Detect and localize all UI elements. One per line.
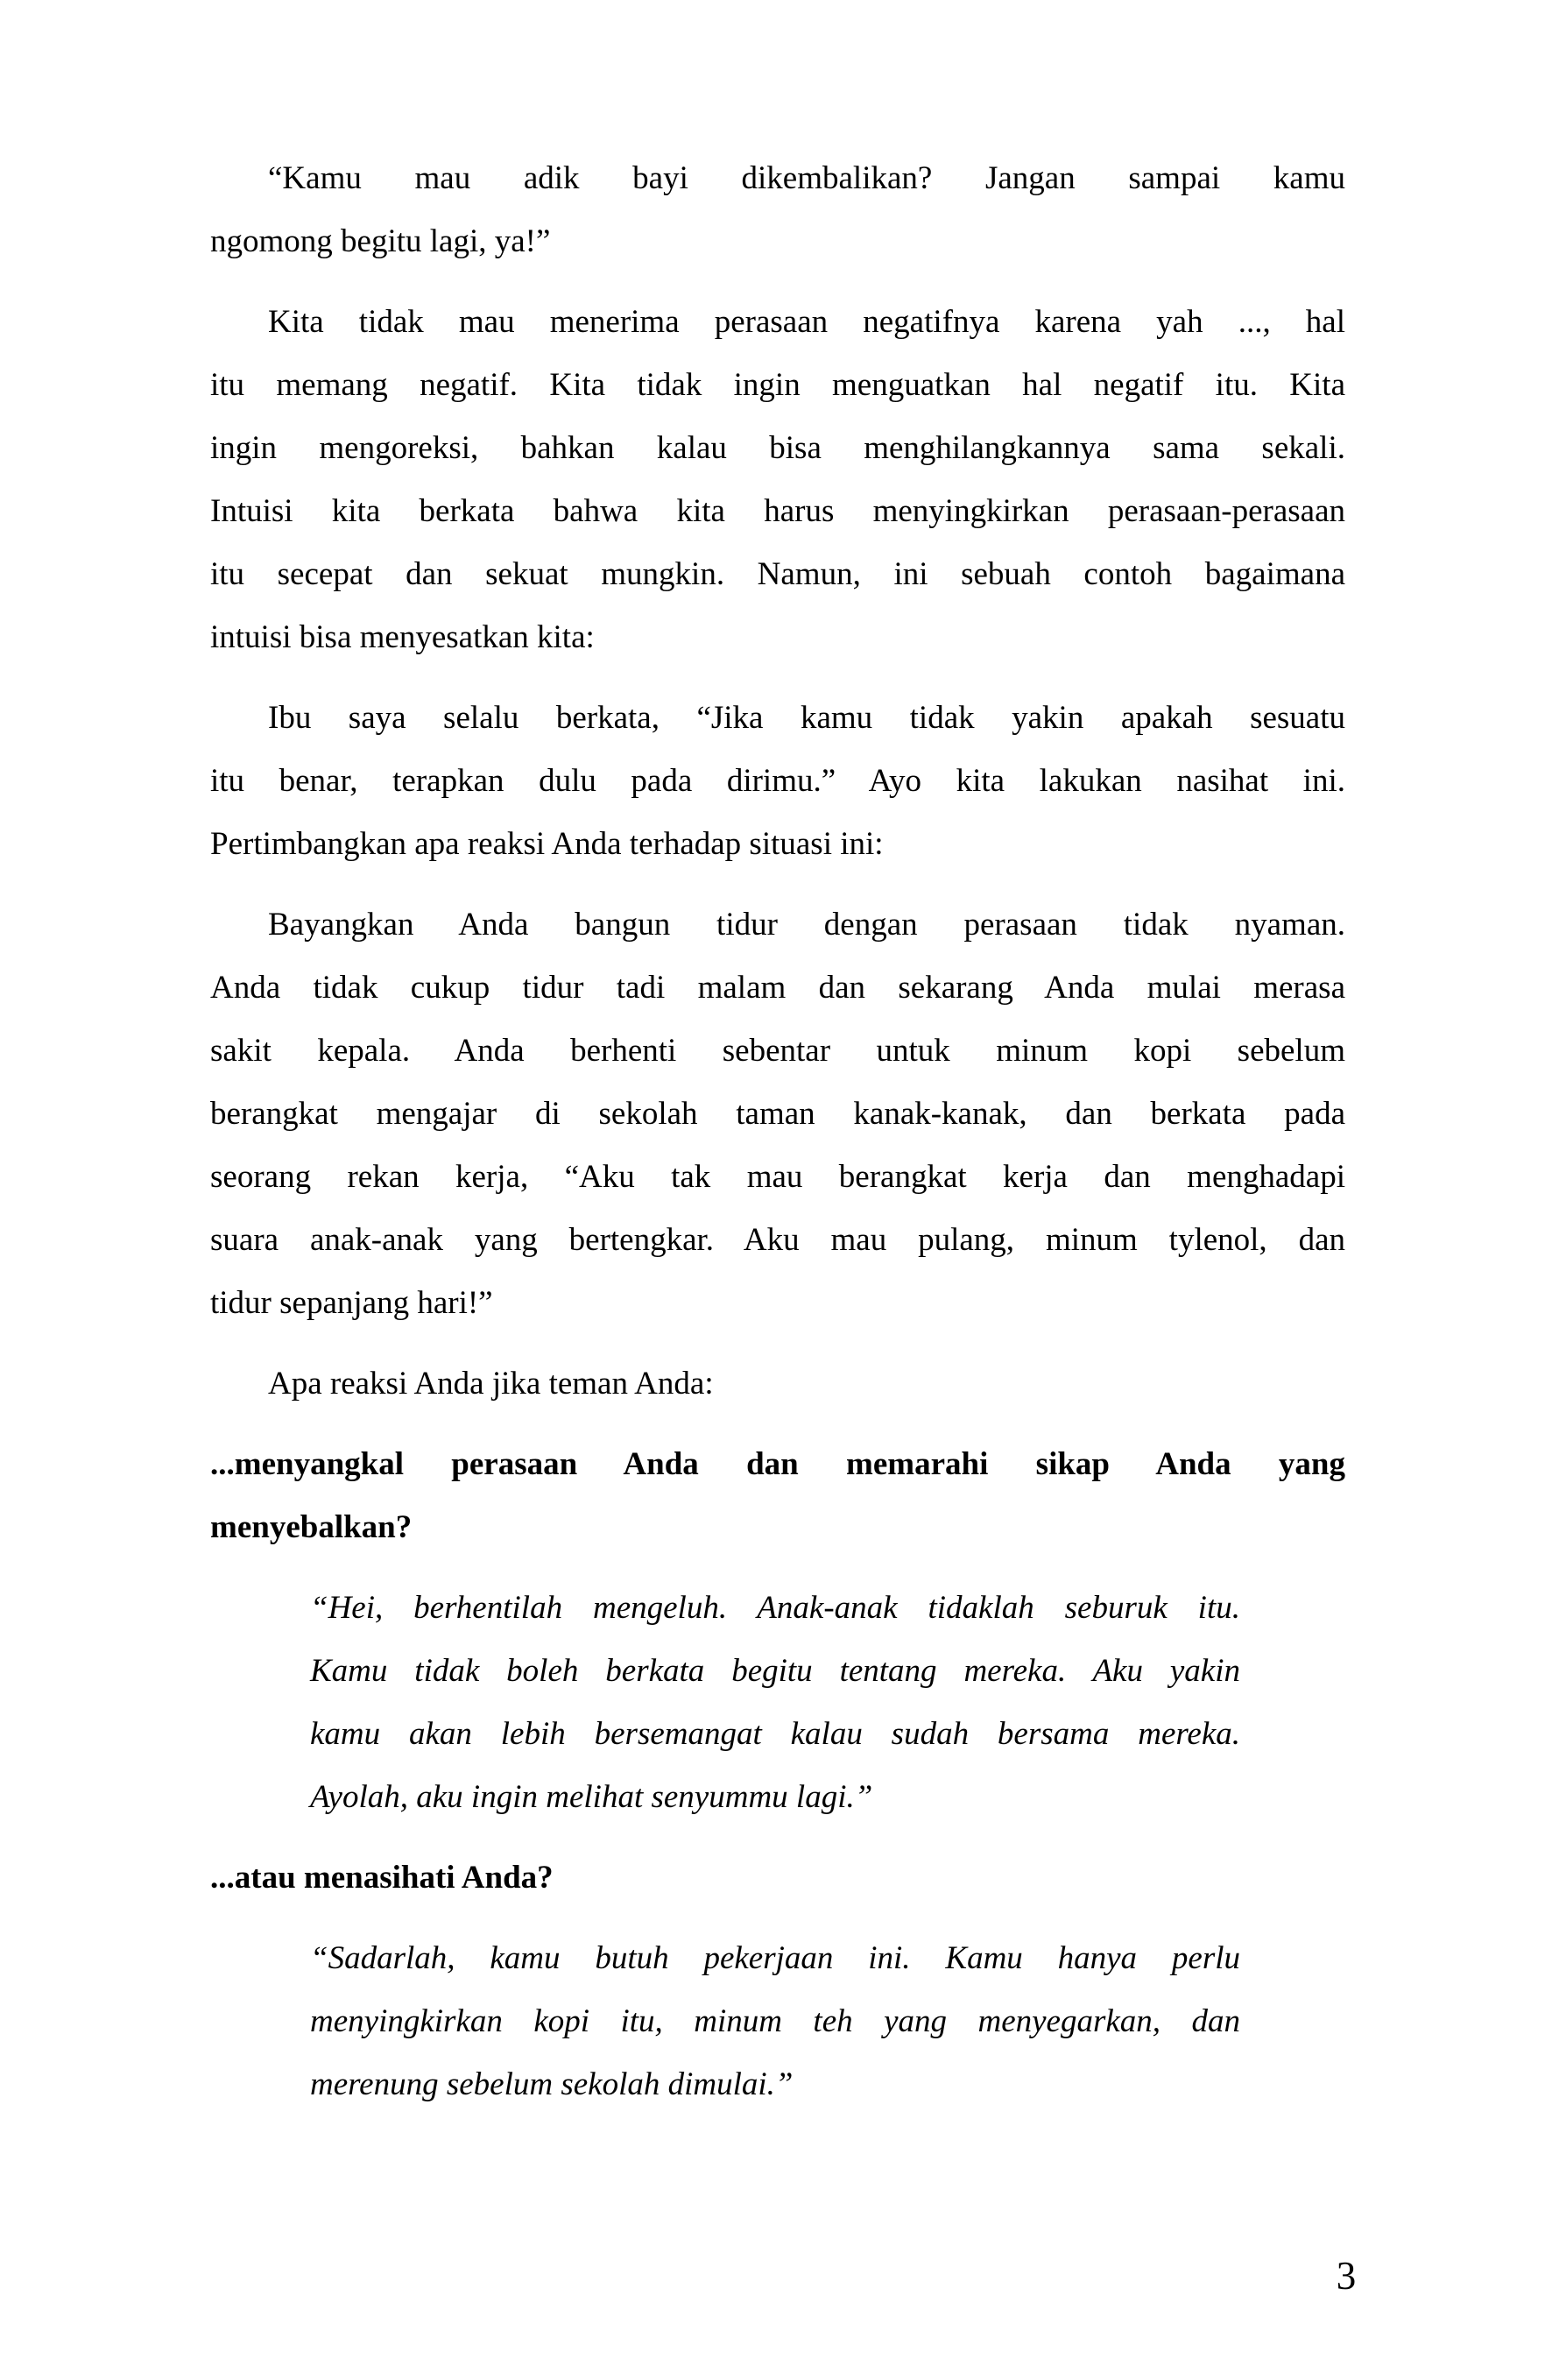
paragraph-body — [210, 147, 1345, 273]
text-line: ingin mengoreksi, bahkan kalau bisa menghilangkannya sama sekali. — [210, 430, 1345, 466]
paragraph-body — [210, 687, 1345, 876]
paragraph-body — [210, 1352, 1345, 1416]
page-number: 3 — [1336, 2254, 1357, 2298]
paragraph-bold — [210, 1847, 1345, 1910]
text-column — [210, 147, 1345, 2134]
text-line: suara anak-anak yang bertengkar. Aku mau pulang, minum tylenol, dan — [210, 1222, 1345, 1258]
text-line: Pertimbangkan apa reaksi Anda terhadap situasi ini: — [210, 826, 884, 862]
paragraph-body — [210, 291, 1345, 669]
text-line: itu benar, terapkan dulu pada dirimu.” Ayo kita lakukan nasihat ini. — [210, 763, 1345, 799]
text-line: “Kamu mau adik bayi dikembalikan? Jangan sampai kamu — [268, 160, 1345, 196]
text-line: intuisi bisa menyesatkan kita: — [210, 619, 595, 655]
text-line: menyebalkan? — [210, 1509, 413, 1545]
text-line: Ayolah, aku ingin melihat senyummu lagi.” — [310, 1779, 873, 1815]
text-line: “Sadarlah, kamu butuh pekerjaan ini. Kamu hanya perlu — [310, 1940, 1240, 1976]
text-line: Kamu tidak boleh berkata begitu tentang mereka. Aku yakin — [310, 1653, 1240, 1689]
text-line: itu memang negatif. Kita tidak ingin menguatkan hal negatif itu. Kita — [210, 367, 1345, 403]
text-line: Kita tidak mau menerima perasaan negatifnya karena yah ..., hal — [268, 304, 1345, 340]
text-line: Anda tidak cukup tidur tadi malam dan sekarang Anda mulai merasa — [210, 970, 1345, 1006]
text-line: Apa reaksi Anda jika teman Anda: — [268, 1366, 714, 1402]
text-line: “Hei, berhentilah mengeluh. Anak-anak tidaklah seburuk itu. — [310, 1590, 1240, 1626]
text-line: ...menyangkal perasaan Anda dan memarahi sikap Anda yang — [210, 1446, 1345, 1482]
text-line: Ibu saya selalu berkata, “Jika kamu tidak yakin apakah sesuatu — [268, 700, 1345, 736]
paragraph-body — [210, 893, 1345, 1335]
text-line: sakit kepala. Anda berhenti sebentar untuk minum kopi sebelum — [210, 1033, 1345, 1069]
text-line: ...atau menasihati Anda? — [210, 1860, 554, 1896]
paragraph-quote — [310, 1927, 1240, 2116]
text-line: Bayangkan Anda bangun tidur dengan perasaan tidak nyaman. — [268, 907, 1345, 943]
text-line: tidur sepanjang hari!” — [210, 1285, 493, 1321]
text-line: Intuisi kita berkata bahwa kita harus menyingkirkan perasaan-perasaan — [210, 493, 1345, 529]
text-line: ngomong begitu lagi, ya!” — [210, 223, 551, 259]
text-line: seorang rekan kerja, “Aku tak mau berangkat kerja dan menghadapi — [210, 1159, 1345, 1195]
text-line: berangkat mengajar di sekolah taman kanak-kanak, dan berkata pada — [210, 1096, 1345, 1132]
text-line: menyingkirkan kopi itu, minum teh yang menyegarkan, dan — [310, 2003, 1240, 2039]
text-line: itu secepat dan sekuat mungkin. Namun, ini sebuah contoh bagaimana — [210, 556, 1345, 592]
text-line: kamu akan lebih bersemangat kalau sudah bersama mereka. — [310, 1716, 1240, 1752]
paragraph-bold — [210, 1433, 1345, 1559]
paragraph-quote — [310, 1577, 1240, 1829]
text-line: merenung sebelum sekolah dimulai.” — [310, 2066, 794, 2102]
